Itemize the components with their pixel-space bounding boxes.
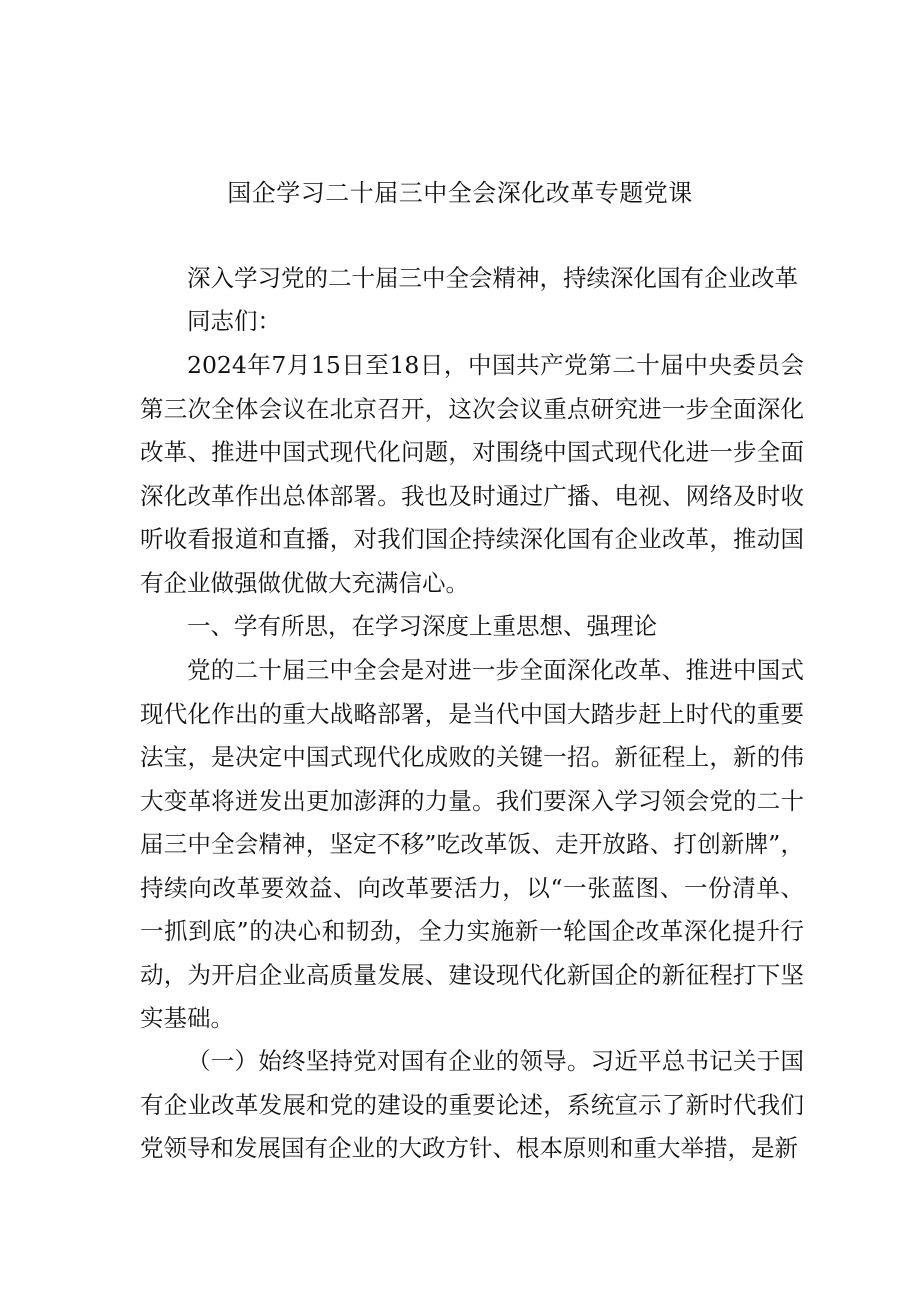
section-1-paragraph: 党的二十届三中全会是对进一步全面深化改革、推进中国式现代化作出的重大战略部署，是当代中国大踏步赶上时代的重要法宝，是决定中国式现代化成败的关键一招。新征程上，新的伟大变革将迸发出更加澎湃的力量。我们要深入学习领会党的二十届三中全会精神，坚定不移”吃改革饭、走开放路、打创新牌”，持续向改革要效益、向改革要活力，以“一张蓝图、一份清单、一抓到底”的决心和韧劲，全力实施新一轮国企改革深化提升行动，为开启企业高质量发展、建设现代化新国企的新征程打下坚实基础。: [140, 656, 804, 1032]
section-1-heading: 一、学有所思，在学习深度上重思想、强理论: [187, 612, 657, 640]
subsection-1-paragraph: （一）始终坚持党对国有企业的领导。习近平总书记关于国有企业改革发展和党的建设的重要论述，系统宣示了新时代我们党领导和发展国有企业的大政方针、根本原则和重大举措，是新: [140, 1047, 804, 1162]
intro-paragraph: 2024年7月15日至18日，中国共产党第二十届中央委员会第三次全体会议在北京召开，这次会议重点研究进一步全面深化改革、推进中国式现代化问题，对围绕中国式现代化进一步全面深化改革作出总体部署。我也及时通过广播、电视、网络及时收听收看报道和直播，对我们国企持续深化国有企业改革，推动国有企业做强做优做大充满信心。: [140, 351, 804, 597]
document-title: 国企学习二十届三中全会深化改革专题党课: [227, 179, 693, 207]
greeting: 同志们：: [187, 307, 281, 335]
document-subtitle: 深入学习党的二十届三中全会精神，持续深化国有企业改革: [187, 264, 798, 292]
